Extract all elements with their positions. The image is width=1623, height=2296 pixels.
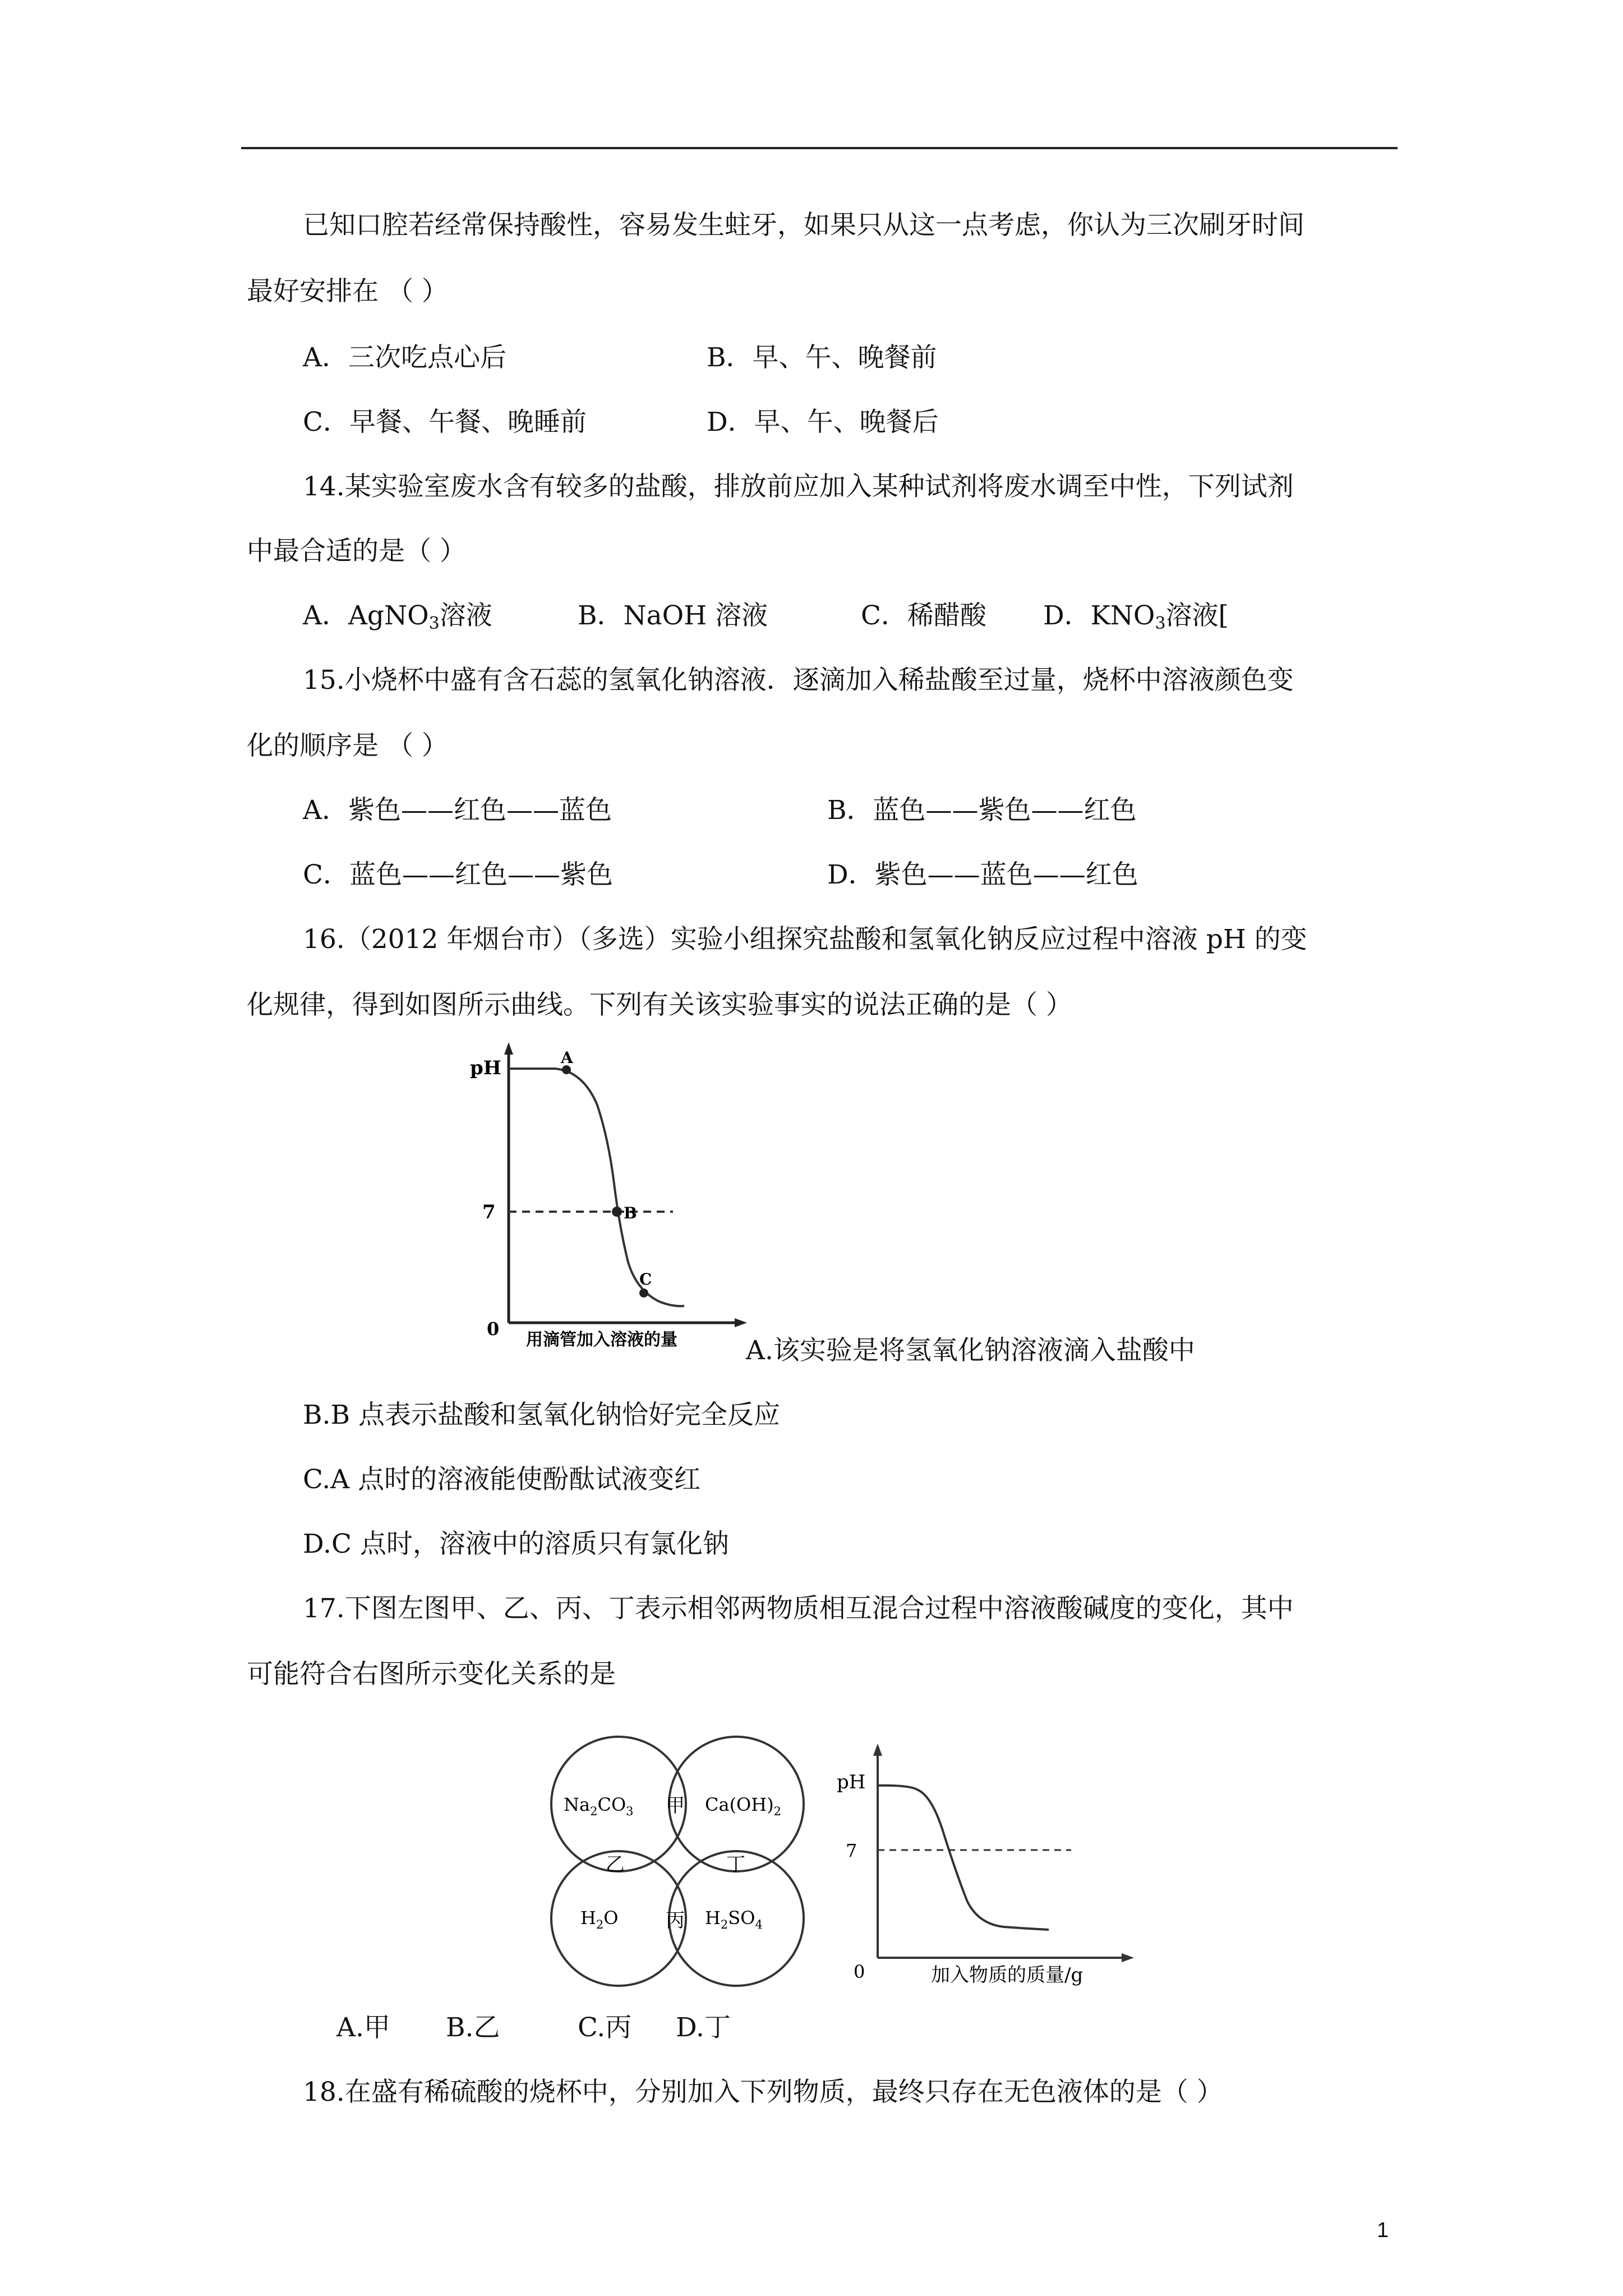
q16-option-b: B.B 点表示盐酸和氢氧化钠恰好完全反应 — [303, 1400, 780, 1430]
q16-option-a: A.该实验是将氢氧化钠溶液滴入盐酸中 — [746, 1335, 1195, 1366]
point-c-dot — [639, 1289, 648, 1297]
ph7-label: 7 — [482, 1201, 496, 1223]
label-caoh2: $Ca(OH)_2$ — [705, 1794, 782, 1818]
q14-option-c: C．稀醋酸 — [861, 600, 986, 631]
q15-option-c: C．蓝色——红色——紫色 — [303, 859, 613, 890]
q14-option-a: A．AgNO$_3$溶液 — [303, 600, 492, 633]
q15-stem-line1: 15.小烧杯中盛有含石蕊的氢氧化钠溶液．逐滴加入稀盐酸至过量，烧杯中溶液颜色变 — [303, 665, 1294, 696]
q18-stem-line1: 18.在盛有稀硫酸的烧杯中，分别加入下列物质，最终只存在无色液体的是（ ） — [303, 2077, 1223, 2108]
q14-stem-line1: 14.某实验室废水含有较多的盐酸，排放前应加入某种试剂将废水调至中性，下列试剂 — [303, 471, 1294, 502]
x-axis-arrow — [1122, 1953, 1134, 1962]
origin-label: 0 — [854, 1961, 865, 1982]
label-jia: 甲 — [666, 1795, 685, 1817]
point-c-label: C — [639, 1270, 652, 1289]
q15-option-a: A．紫色——红色——蓝色 — [303, 795, 612, 826]
label-yi: 乙 — [606, 1853, 625, 1876]
q15-stem-line2: 化的顺序是 （ ） — [247, 730, 448, 761]
point-b-dot — [612, 1207, 622, 1217]
q16-option-c: C.A 点时的溶液能使酚酞试液变红 — [303, 1464, 701, 1495]
q14-option-b: B．NaOH 溶液 — [578, 600, 768, 631]
q13-option-c: C．早餐、午餐、晚睡前 — [303, 407, 587, 438]
q17-ph-graph — [830, 1739, 1144, 1991]
q13-stem-line2: 最好安排在 （ ） — [247, 276, 448, 307]
q13-option-a: A．三次吃点心后 — [303, 342, 506, 373]
q16-stem-line1: 16.（2012 年烟台市）（多选）实验小组探究盐酸和氢氧化钠反应过程中溶液 pH 的变 — [303, 924, 1307, 955]
q14-stem-line2: 中最合适的是（ ） — [247, 536, 466, 567]
x-axis-label: 加入物质的质量/g — [931, 1964, 1083, 1986]
page-number: 1 — [1377, 2219, 1389, 2242]
label-ding: 丁 — [726, 1853, 745, 1876]
q17-answer-a: A.甲 — [336, 2012, 390, 2043]
point-b-label: B — [624, 1204, 637, 1222]
y-axis-label: pH — [837, 1771, 866, 1793]
origin-label: 0 — [487, 1318, 500, 1340]
q17-answer-b: B.乙 — [446, 2012, 500, 2043]
q16-option-d: D.C 点时，溶液中的溶质只有氯化钠 — [303, 1529, 729, 1559]
label-bing: 丙 — [666, 1910, 685, 1932]
q13-option-d: D．早、午、晚餐后 — [707, 407, 939, 438]
label-h2so4: $H_2SO_4$ — [705, 1907, 763, 1931]
point-a-label: A — [561, 1048, 573, 1067]
ph7-label: 7 — [846, 1840, 857, 1861]
q17-stem-line2: 可能符合右图所示变化关系的是 — [247, 1659, 616, 1690]
y-axis-label: pH — [470, 1057, 501, 1079]
ph-curve — [878, 1786, 1049, 1930]
header-rule — [241, 147, 1398, 149]
ph-curve — [509, 1069, 684, 1306]
label-h2o: $H_2O$ — [580, 1907, 619, 1931]
q13-stem-line1: 已知口腔若经常保持酸性，容易发生蛀牙，如果只从这一点考虑，你认为三次刷牙时间 — [303, 210, 1304, 241]
q17-answer-d: D.丁 — [676, 2012, 731, 2043]
q16-stem-line2: 化规律，得到如图所示曲线。下列有关该实验事实的说法正确的是（ ） — [247, 990, 1072, 1020]
q15-option-d: D．紫色——蓝色——红色 — [827, 859, 1138, 890]
q13-option-b: B．早、午、晚餐前 — [707, 342, 937, 373]
y-axis-arrow — [504, 1042, 513, 1055]
q14-option-d: D．$KNO_3$溶液[ — [1043, 600, 1229, 633]
q15-option-b: B．蓝色——紫色——红色 — [827, 795, 1137, 826]
x-axis-arrow — [735, 1318, 747, 1327]
q16-ph-graph — [449, 1038, 751, 1352]
q17-answer-c: C.丙 — [578, 2012, 632, 2043]
label-na2co3: $Na_2CO_3$ — [564, 1794, 634, 1818]
x-axis-label: 用滴管加入溶液的量 — [526, 1330, 677, 1350]
q17-circle-diagram — [547, 1733, 816, 1991]
q17-stem-line1: 17.下图左图甲、乙、丙、丁表示相邻两物质相互混合过程中溶液酸碱度的变化，其中 — [303, 1593, 1294, 1624]
y-axis-arrow — [873, 1743, 882, 1756]
